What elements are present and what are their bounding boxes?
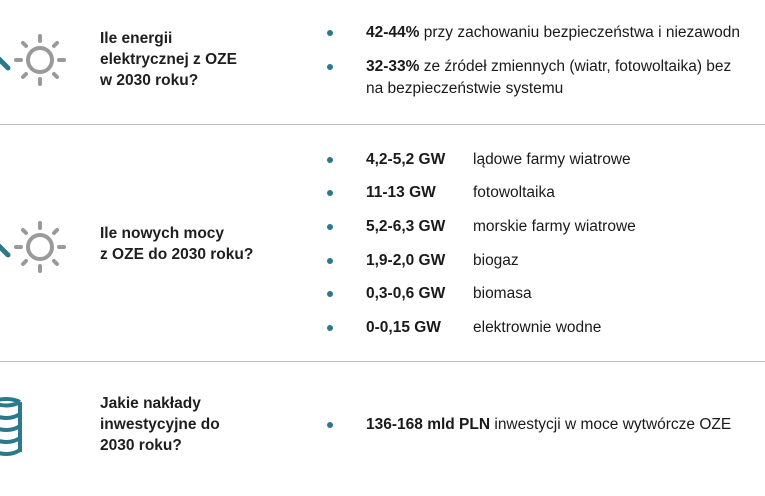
bullet-text: przy zachowaniu bezpieczeństwa i niezawodn [419, 24, 740, 41]
bullet-text: ze źródeł zmiennych (wiatr, fotowoltaika) bez [419, 58, 732, 75]
question-investment [100, 393, 220, 456]
bullet-dot [327, 291, 333, 297]
section-new-capacity [0, 125, 765, 361]
question-line: 2030 roku? [100, 437, 182, 454]
bullet-text: elektrownie wodne [473, 319, 602, 336]
answer-list [327, 125, 765, 361]
bullet-text: na bezpieczeństwie systemu [366, 80, 564, 97]
answer-list [327, 0, 765, 124]
bullet-text: lądowe farmy wiatrowe [473, 151, 631, 168]
coin-stack-icon [0, 396, 24, 466]
bullet-dot [327, 325, 333, 331]
bullet-value: 42-44% [366, 24, 420, 41]
bullet-value: 1,9-2,0 GW [366, 252, 446, 269]
question-line: Ile energii [100, 30, 173, 47]
bullet-text: fotowoltaika [473, 184, 555, 201]
bullet-dot [327, 30, 333, 36]
bullet-text: biogaz [473, 252, 519, 269]
bullet-text: inwestycji w moce wytwórcze OZE [490, 416, 732, 433]
question-line: inwestycyjne do [100, 416, 220, 433]
bullet-dot [327, 190, 333, 196]
bullet-value: 4,2-5,2 GW [366, 151, 446, 168]
question-new-capacity [100, 223, 253, 265]
bullet-value: 32-33% [366, 58, 420, 75]
section-investment [0, 362, 765, 496]
question-line: Ile nowych mocy [100, 225, 225, 242]
bullet-value: 0-0,15 GW [366, 319, 441, 336]
bullet-value: 0,3-0,6 GW [366, 285, 446, 302]
bullet-value: 11-13 GW [366, 184, 436, 201]
question-line: z OZE do 2030 roku? [100, 246, 254, 263]
bullet-dot [327, 224, 333, 230]
bullet-text: morskie farmy wiatrowe [473, 218, 636, 235]
answer-list [327, 362, 765, 496]
section-energy-share [0, 0, 765, 124]
question-line: elektrycznej z OZE [100, 51, 237, 68]
question-line: Jakie nakłady [100, 395, 201, 412]
bullet-text: biomasa [473, 285, 532, 302]
bullet-value: 5,2-6,3 GW [366, 218, 446, 235]
bullet-dot [327, 157, 333, 163]
sun-icon [0, 24, 66, 96]
question-line: w 2030 roku? [100, 72, 199, 89]
bullet-dot [327, 258, 333, 264]
bullet-value: 136-168 mld PLN [366, 416, 491, 433]
sun-icon [0, 211, 66, 283]
bullet-dot [327, 64, 333, 70]
question-energy-share [100, 28, 237, 91]
bullet-dot [327, 422, 333, 428]
